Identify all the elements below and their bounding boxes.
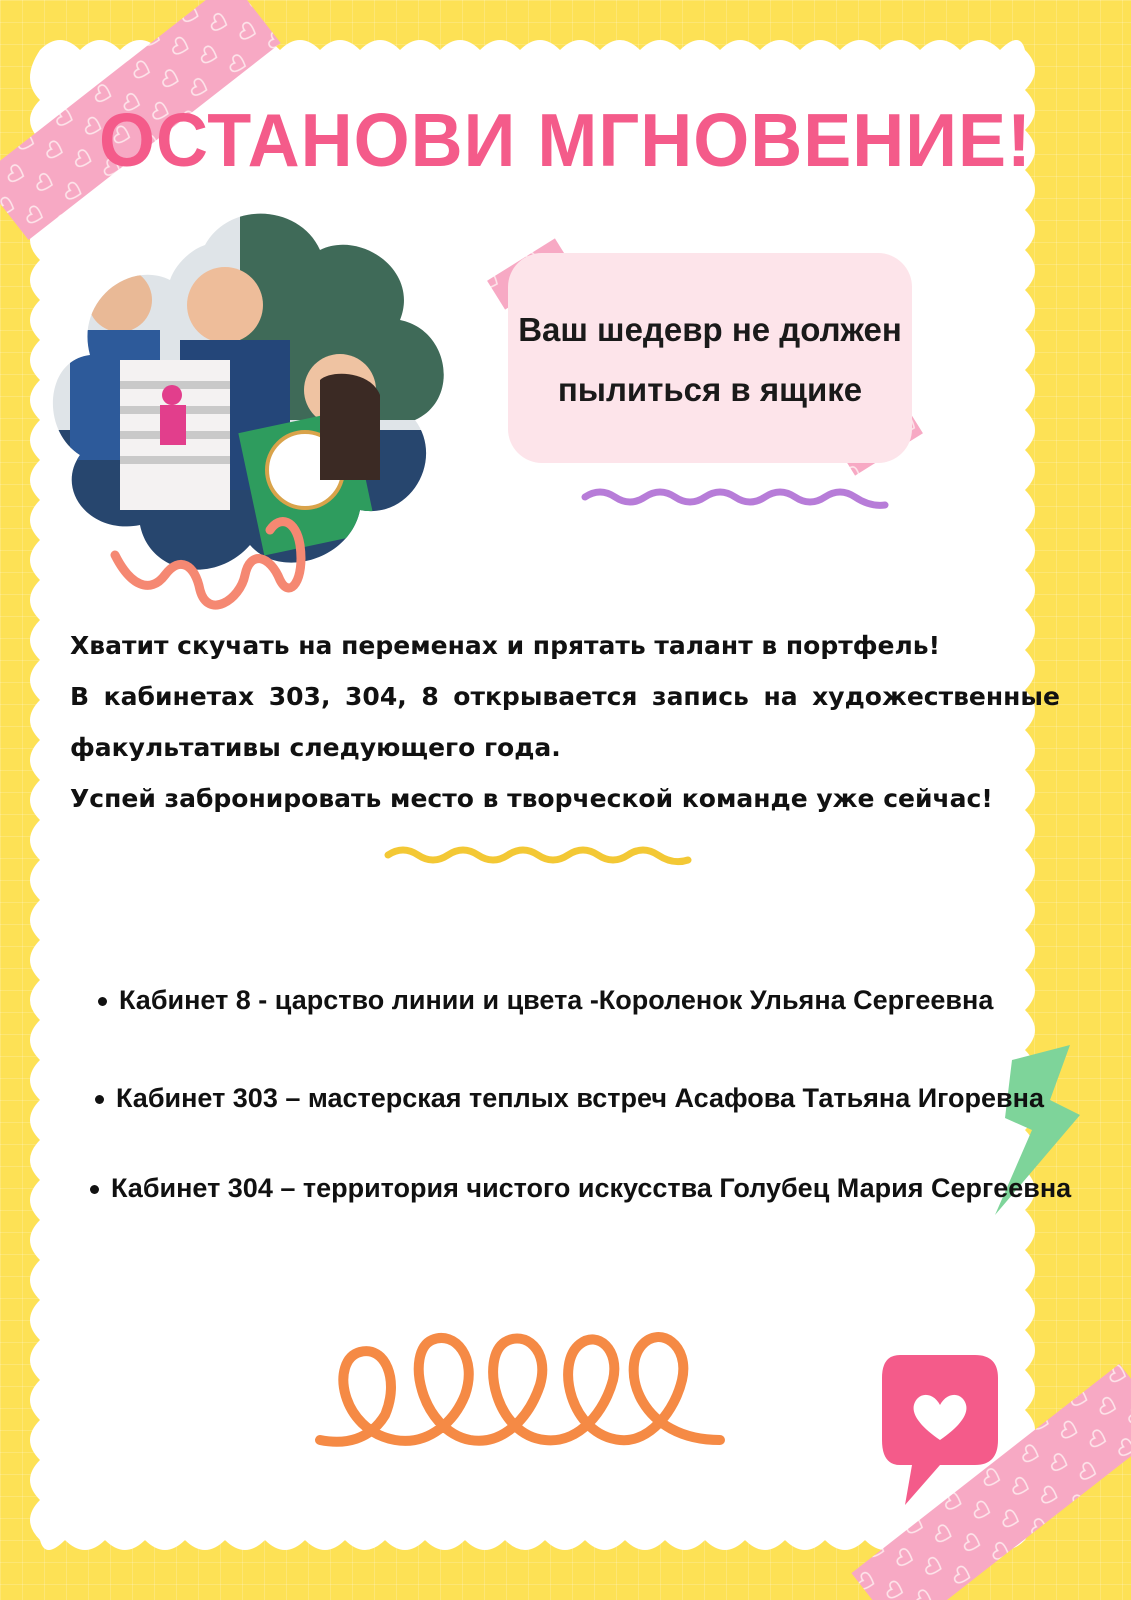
page-title: ОСТАНОВИ МГНОВЕНИЕ! (99, 99, 1032, 183)
intro-paragraph-3: Успей забронировать место в творческой команде уже сейчас! (70, 784, 993, 813)
list-item (90, 1173, 1071, 1204)
list-item (98, 985, 993, 1016)
list-item-text: Кабинет 304 – территория чистого искусства Голубец Мария Сергеевна (111, 1173, 1072, 1203)
quote-text (508, 300, 912, 420)
list-item-text: Кабинет 8 - царство линии и цвета -Короленок Ульяна Сергеевна (119, 985, 994, 1015)
intro-paragraph-1: Хватит скучать на переменах и прятать талант в портфель! (70, 631, 941, 660)
intro-text (70, 620, 1060, 824)
quote-line-2: пылиться в ящике (557, 371, 863, 408)
list-item-text: Кабинет 303 – мастерская теплых встреч Асафова Татьяна Игоревна (116, 1083, 1044, 1113)
bullet-icon (95, 1095, 104, 1104)
bullet-icon (98, 997, 107, 1006)
list-item (95, 1083, 1044, 1114)
intro-paragraph-2: В кабинетах 303, 304, 8 открывается запись на художественные факультативы следующего года. (70, 682, 1060, 762)
bullet-icon (90, 1185, 99, 1194)
quote-line-1: Ваш шедевр не должен (518, 311, 902, 348)
